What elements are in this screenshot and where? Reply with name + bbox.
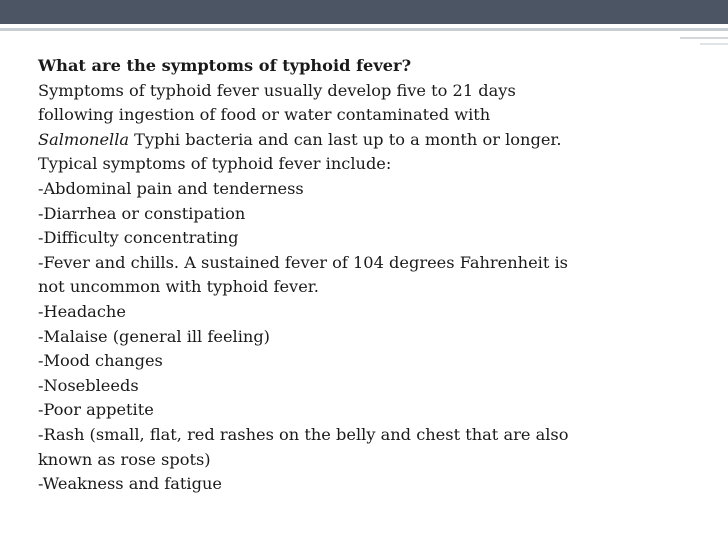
- symptom-line: -Abdominal pain and tenderness: [38, 178, 304, 198]
- symptom-line: not uncommon with typhoid fever.: [38, 277, 319, 297]
- slide-top-rule: [0, 28, 728, 31]
- intro-line: [38, 128, 678, 153]
- slide-body: [38, 54, 678, 497]
- symptom-line: -Diarrhea or constipation: [38, 203, 246, 223]
- symptom-line: -Rash (small, flat, red rashes on the belly and chest that are also: [38, 424, 569, 444]
- slide-top-bar: [0, 0, 728, 24]
- intro-line: Symptoms of typhoid fever usually develop five to 21 days: [38, 80, 516, 100]
- symptom-line: -Malaise (general ill feeling): [38, 326, 270, 346]
- symptom-line: -Nosebleeds: [38, 375, 139, 395]
- symptom-line: -Poor appetite: [38, 400, 154, 420]
- symptom-line: known as rose spots): [38, 449, 211, 469]
- slide-heading: What are the symptoms of typhoid fever?: [38, 56, 412, 75]
- intro-line-rest: Typhi bacteria and can last up to a month or longer.: [129, 129, 562, 149]
- symptom-line: -Fever and chills. A sustained fever of 104 degrees Fahrenheit is: [38, 252, 568, 272]
- slide-accent-rule: [680, 37, 728, 39]
- slide-accent-rule-short: [700, 43, 728, 45]
- intro-line: Typical symptoms of typhoid fever include:: [38, 154, 392, 174]
- symptom-line: -Mood changes: [38, 351, 163, 371]
- symptom-line: -Headache: [38, 301, 126, 321]
- intro-line: following ingestion of food or water contaminated with: [38, 105, 491, 125]
- symptom-line: -Difficulty concentrating: [38, 228, 239, 248]
- organism-name: Salmonella: [38, 129, 130, 149]
- symptom-line: -Weakness and fatigue: [38, 474, 222, 494]
